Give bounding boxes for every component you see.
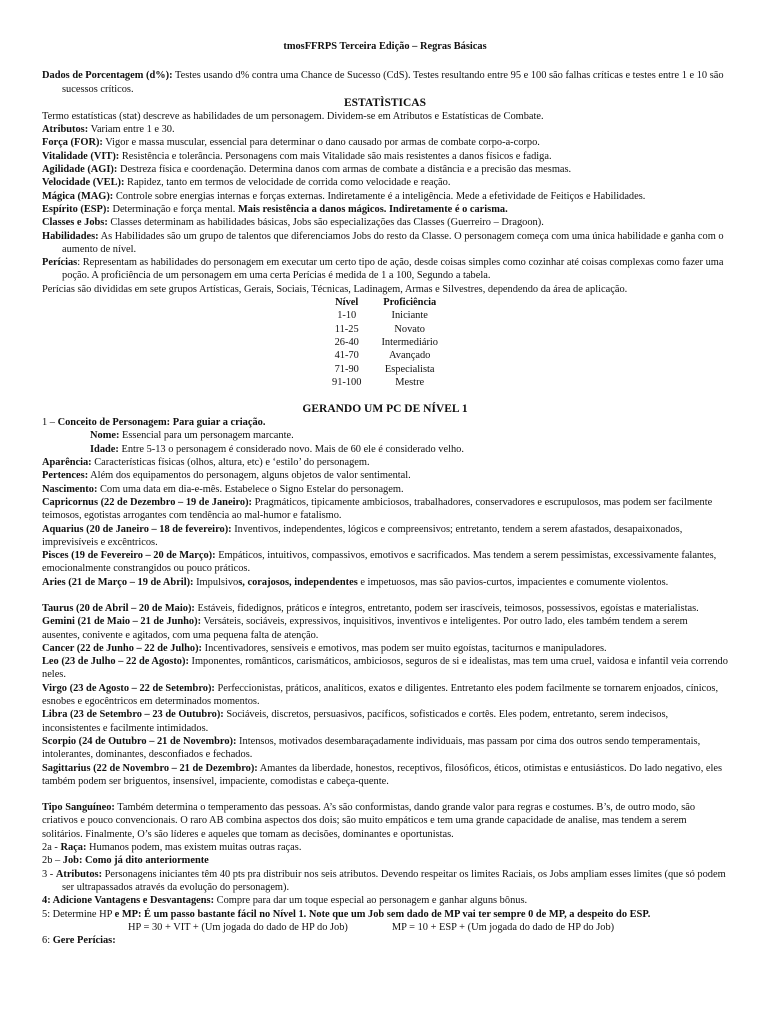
sign-text: Empáticos, intuitivos, compassivos, emotivos e sacrificados. Mas tendem a serem pessimistas, excessivamente falantes, emocionalmente constrangidos ou pouco práticos. [42, 550, 717, 575]
column-header-level: Nível [335, 297, 359, 309]
belongings-paragraph [42, 469, 728, 482]
sign-item [42, 496, 728, 523]
age-text: Entre 5-13 o personagem é considerado novo. Mais de 60 ele é considerado velho. [118, 443, 464, 455]
step-2a [42, 841, 728, 854]
table-row [322, 309, 448, 322]
stat-label: Agilidade (AGI): [42, 164, 118, 176]
proficiency-cell: Especialista [384, 363, 435, 375]
sign-text: Estáveis, fidedignos, práticos e íntegros, entretanto, podem ser irascíveis, teimosos, possessivos, egoístas e materialistas. [194, 602, 699, 614]
creation-heading: GERANDO UM PC DE NÍVEL 1 [302, 403, 468, 416]
sign-text: Perfeccionistas, práticos, analíticos, exatos e diligentes. Entretanto eles podem facilmente se tornarem enjoados, cínicos, esnobes e egocêntricos em determinados momentos. [42, 682, 719, 708]
stat-text-bold: Mais resistência a danos mágicos. Indiretamente é o carisma. [237, 203, 508, 215]
sign-label: Cancer (22 de Junho – 22 de Julho): [42, 642, 203, 654]
perks-paragraph [42, 256, 728, 283]
perk-groups-paragraph: Perícias são divididas em sete grupos Artísticas, Gerais, Sociais, Técnicas, Ladinagem, Armas e Silvestres, dependendo da área de aplicação. [42, 283, 628, 295]
proficiency-cell: Mestre [395, 376, 425, 388]
document-page [42, 40, 728, 947]
level-cell: 91-100 [332, 376, 362, 388]
sign-text: Intensos, motivados desembaraçadamente individuais, mas passam por cima dos outros sendo temperamentais, intolerantes, dominantes, desconfiados e fechados. [42, 735, 701, 761]
stat-label: Espírito (ESP): [42, 203, 110, 215]
sign-item [42, 735, 728, 762]
sign-item [42, 708, 728, 735]
sign-item [42, 655, 728, 682]
sign-text-bold: s, corajosos, independentes [238, 576, 358, 588]
attributes-text: Personagens iniciantes têm 40 pts pra distribuir nos seis atributos. Devendo respeitar os limites Raciais, os Jobs ampliam esses limites (que só podem ser ultrapassados através da evolução do personagem). [62, 868, 726, 893]
sign-item [42, 615, 728, 642]
classes-label: Classes e Jobs: [42, 217, 108, 229]
sign-label: Sagittarius (22 de Novembro – 21 de Dezembro): [42, 762, 258, 774]
look-text: Características físicas (olhos, altura, etc) e ‘estilo’ do personagem. [91, 457, 370, 469]
sign-list-a [42, 496, 728, 589]
stat-label: Velocidade (VEL): [42, 177, 125, 189]
advantages-text: Compre para dar um toque especial ao personagem e ganhar alguns bônus. [214, 895, 528, 907]
proficiency-cell: Intermediário [381, 336, 438, 348]
level-cell: 1-10 [337, 310, 357, 322]
sign-label: Taurus (20 de Abril – 20 de Maio): [42, 602, 195, 614]
step-prefix: 1 – [42, 417, 58, 429]
stats-heading: ESTATÌSTICAS [343, 96, 427, 109]
sign-item [42, 762, 728, 789]
stat-item [42, 123, 728, 136]
hp-formula: HP = 30 + VIT + (Um jogada do dado de HP do Job) [128, 921, 348, 933]
birth-label: Nascimento: [42, 483, 98, 495]
level-cell: 41-70 [334, 350, 359, 362]
table-row [322, 349, 448, 362]
sign-text: Impulsivo [193, 576, 239, 588]
sign-text: Inventivos, independentes, lógicos e compreensivos; entretanto, tendem a serem afastados, desapaixonados, imprevisíveis e excêntricos. [42, 523, 683, 548]
hp-bold-text: e MP: É um passo bastante fácil no Nível 1. Note que um Job sem dado de MP vai ter sempre 0 de MP, a despeito do ESP. [114, 908, 651, 920]
birth-paragraph [42, 483, 728, 496]
stats-intro: Termo estatísticas (stat) descreve as habilidades de um personagem. Dividem-se em Atributos e Estatísticas de Combate. [42, 110, 544, 122]
age-paragraph [42, 443, 728, 456]
sign-text: Versáteis, sociáveis, expressivos, inquisitivos, inventivos e inteligentes. Por outro lado, eles também tendem a serem ausentes, conivente e agitados, com uma pequena falta de atenção. [42, 616, 688, 641]
sign-text: Sociáveis, discretos, persuasivos, pacíficos, sofisticados e cortês. Eles podem, entretanto, serem indecisos, inconsistentes e facilmente intimidados. [42, 709, 669, 734]
step-prefix: 6: [42, 935, 53, 947]
stat-text: Rapidez, tanto em termos de velocidade de corrida como velocidade e reação. [124, 177, 451, 189]
blood-type-label: Tipo Sanguíneo: [42, 802, 115, 814]
sign-label: Virgo (23 de Agosto – 22 de Setembro): [42, 682, 215, 694]
stat-label: Mágica (MAG): [42, 190, 114, 202]
stat-item [42, 163, 728, 176]
blood-type-text: Também determina o temperamento das pessoas. A’s são conformistas, dando grande valor para regras e costumes. B’s, de outro modo, são criativos e pouco convencionais. O raro AB combina aspectos dos dois; são muito empáticos e tem uma grande capacidade de analise, mas tendem a serem solitários. Finalmente, O’s são líderes e aqueles que tomam as decisões, dominantes e oportunistas. [42, 802, 696, 840]
stat-text: Resistência e tolerância. Personagens com mais Vitalidade são mais resistentes a danos físicos e fadiga. [119, 150, 552, 162]
age-label: Idade: [90, 443, 119, 455]
step-6 [42, 934, 728, 947]
sign-label: Gemini (21 de Maio – 21 de Junho): [42, 616, 202, 628]
level-cell: 71-90 [334, 363, 359, 375]
classes-paragraph [42, 216, 728, 229]
sign-list-b [42, 602, 728, 788]
sign-label: Capricornus (22 de Dezembro – 19 de Janeiro): [42, 496, 252, 508]
stat-text: Controle sobre energias internas e forças externas. Indiretamente é a inteligência. Mede a efetividade de Feitiços e Habilidades. [113, 190, 646, 202]
sign-item [42, 682, 728, 709]
level-cell: 11-25 [334, 323, 359, 335]
birth-text: Com uma data em dia-e-mês. Estabelece o Signo Estelar do personagem. [97, 483, 404, 495]
skills-label: Habilidades: [42, 230, 99, 242]
skills-paragraph [42, 230, 728, 257]
stat-list [42, 123, 728, 216]
table-row [322, 376, 448, 389]
sign-text: e impetuosos, mas são pavios-curtos, impacientes e comumente violentos. [357, 576, 669, 588]
advantages-label: 4: Adicione Vantagens e Desvantagens: [42, 895, 215, 907]
name-label: Nome: [90, 430, 120, 442]
formula-row [42, 921, 728, 934]
level-cell: 26-40 [334, 336, 359, 348]
sign-label: Libra (23 de Setembro – 23 de Outubro): [42, 709, 224, 721]
step-2b [42, 854, 728, 867]
proficiency-cell: Iniciante [391, 310, 428, 322]
step-prefix: 2a - [42, 842, 61, 854]
stat-label: Força (FOR): [42, 137, 103, 149]
proficiency-table [322, 296, 448, 389]
step-prefix: 3 - [42, 868, 56, 880]
perks-label: Perícias [42, 257, 78, 269]
dice-label: Dados de Porcentagem (d%): [42, 70, 173, 82]
sign-item [42, 523, 728, 550]
step-prefix: 2b – [42, 855, 63, 867]
sign-item-aries [42, 576, 728, 589]
stat-item-spirit [42, 203, 728, 216]
proficiency-cell: Avançado [389, 350, 431, 362]
stat-item [42, 136, 728, 149]
sign-label: Aquarius (20 de Janeiro – 18 de fevereiro): [42, 523, 232, 535]
sign-label: Pisces (19 de Fevereiro – 20 de Março): [42, 550, 216, 562]
name-paragraph [42, 429, 728, 442]
sign-item [42, 602, 728, 615]
column-header-proficiency: Proficiência [383, 297, 437, 309]
step-5 [42, 908, 728, 921]
sign-item [42, 642, 728, 655]
name-text: Essencial para um personagem marcante. [119, 430, 294, 442]
race-label: Raça: [60, 842, 87, 854]
stat-text: Vigor e massa muscular, essencial para determinar o dano causado por armas de combate corpo-a-corpo. [102, 137, 540, 149]
stat-text: Variam entre 1 e 30. [88, 124, 175, 136]
step-1 [42, 416, 728, 429]
sign-text: Incentivadores, sensíveis e emotivos, mas podem ser muito egoístas, taciturnos e manipuladores. [202, 642, 607, 654]
step-4 [42, 894, 728, 907]
stat-item [42, 150, 728, 163]
sign-text: Amantes da liberdade, honestos, receptivos, filosóficos, éticos, otimistas e entusiásticos. Do lado negativo, eles também podem ser briguentos, insensível, impaciente, comodistas e cabeça-quente. [42, 762, 723, 787]
look-label: Aparência: [42, 457, 92, 469]
table-row [322, 336, 448, 349]
document-title: tmosFFRPS Terceira Edição – Regras Básicas [283, 41, 487, 52]
stat-item [42, 176, 728, 189]
stat-label: Vitalidade (VIT): [42, 150, 120, 162]
sign-text: Imponentes, românticos, carismáticos, ambiciosos, seguros de si e idealistas, mas tem uma cruel, vaidosa e infantil veia correndo neles. [42, 656, 728, 681]
hp-text: 5: Determine HP [42, 908, 115, 920]
skills-text: As Habilidades são um grupo de talentos que diferenciamos Jobs do resto da Classe. O personagem começa com uma única habilidade e ganha com o aumento de nível. [62, 230, 724, 255]
stat-text: Destreza física e coordenação. Determina danos com armas de combate a distância e a precisão das mesmas. [117, 164, 572, 176]
table-row [322, 363, 448, 376]
step-3 [42, 868, 728, 895]
sign-label: Scorpio (24 de Outubro – 21 de Novembro): [42, 735, 237, 747]
sign-label: Leo (23 de Julho – 22 de Agosto): [42, 656, 189, 668]
perks-step-title: Gere Perícias: [52, 935, 116, 947]
table-row [322, 323, 448, 336]
attributes-label: Atributos: [55, 868, 103, 880]
sign-label: Aries (21 de Março – 19 de Abril): [42, 576, 194, 588]
classes-text: Classes determinam as habilidades básicas, Jobs são especializações das Classes (Guerreiro – Dragoon). [107, 217, 544, 229]
perks-text: : Representam as habilidades do personagem em executar um certo tipo de ação, desde coisas simples como cozinhar até coisas complexas como fazer uma poção. A proficiência de um personagem em uma certa Perícias é medida de 1 a 100, Segundo a tabela. [62, 257, 724, 282]
mp-formula: MP = 10 + ESP + (Um jogada do dado de HP do Job) [391, 921, 615, 933]
blood-type-paragraph [42, 801, 728, 841]
stat-text: Determinação e força mental. [109, 203, 238, 215]
belongings-label: Pertences: [42, 470, 89, 482]
stat-label: Atributos: [42, 124, 89, 136]
look-paragraph [42, 456, 728, 469]
proficiency-cell: Novato [394, 323, 425, 335]
stat-item [42, 190, 728, 203]
dice-text: Testes usando d% contra uma Chance de Sucesso (CdS). Testes resultando entre 95 e 100 são falhas críticas e testes entre 1 e 10 são sucessos críticos. [62, 70, 724, 95]
job-title: Job: Como já dito anteriormente [62, 855, 209, 867]
dice-paragraph [42, 69, 728, 96]
belongings-text: Além dos equipamentos do personagem, alguns objetos de valor sentimental. [88, 470, 411, 482]
table-header-row [322, 296, 448, 309]
sign-text: Pragmáticos, tipicamente ambiciosos, trabalhadores, conservadores e escrupulosos, mas podem ser facilmente teimosos, egotistas arrogantes com tendência ao mal-humor e fatalismo. [42, 496, 713, 522]
race-text: Humanos podem, mas existem muitas outras raças. [86, 842, 302, 854]
sign-item [42, 549, 728, 576]
step-title: Conceito de Personagem: Para guiar a criação. [57, 417, 266, 429]
